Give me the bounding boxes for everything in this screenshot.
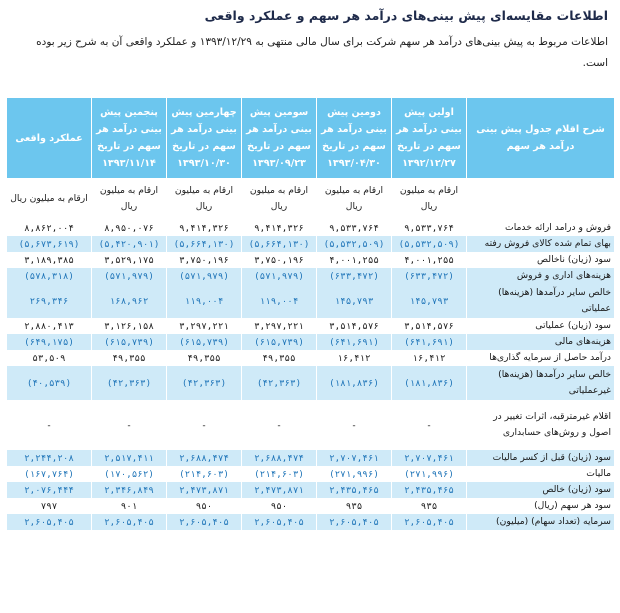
value-cell: ۲,۶۰۵,۴۰۵ <box>167 514 242 530</box>
value-cell: ۱۴۵,۷۹۳ <box>392 284 467 318</box>
value-cell: - <box>167 400 242 450</box>
value-cell: ۹۵۰ <box>242 498 317 514</box>
value-cell: ۹,۵۳۳,۷۶۴ <box>317 220 392 236</box>
value-cell: (۵,۶۶۴,۱۳۰) <box>167 236 242 252</box>
value-cell: (۴۰,۵۳۹) <box>7 366 92 400</box>
table-row <box>7 334 615 350</box>
value-cell: (۱۶۷,۷۶۴) <box>7 466 92 482</box>
value-cell: ۲,۵۱۷,۴۱۱ <box>92 450 167 466</box>
units-row <box>7 178 615 220</box>
value-cell: (۵,۵۳۲,۵۰۹) <box>317 236 392 252</box>
value-cell: (۵,۶۷۳,۶۱۹) <box>7 236 92 252</box>
table-row <box>7 466 615 482</box>
page-title: اطلاعات مقایسه‌ای پیش بینی‌های درآمد هر سهم و عملکرد واقعی <box>204 8 608 23</box>
value-cell: ۲,۴۳۵,۴۶۵ <box>317 482 392 498</box>
units-cell: ارقام به میلیون ریال <box>7 178 92 220</box>
header-forecast-1: اولین پیش بینی درآمد هر سهم در تاریخ ۱۳۹۲/۱۲/۲۷ <box>392 98 467 178</box>
value-cell: (۶۱۵,۷۳۹) <box>167 334 242 350</box>
value-cell: (۱۸۱,۸۳۶) <box>317 366 392 400</box>
row-label: سود هر سهم (ریال) <box>467 498 615 514</box>
value-cell: (۲۱۴,۶۰۳) <box>167 466 242 482</box>
value-cell: ۹,۵۳۳,۷۶۴ <box>392 220 467 236</box>
value-cell: ۵۳,۵۰۹ <box>7 350 92 366</box>
header-label: شرح اقلام جدول پیش بینی درآمد هر سهم <box>467 98 615 178</box>
value-cell: ۳,۱۲۶,۱۵۸ <box>92 318 167 334</box>
value-cell: ۳,۷۵۰,۱۹۶ <box>167 252 242 268</box>
units-cell: ارقام به میلیون ریال <box>92 178 167 220</box>
header-forecast-3: سومین پیش بینی درآمد هر سهم در تاریخ ۱۳۹۳/۰۹/۲۳ <box>242 98 317 178</box>
header-forecast-5: پنجمین پیش بینی درآمد هر سهم در تاریخ ۱۳۹۳/۱۱/۱۴ <box>92 98 167 178</box>
table-row <box>7 350 615 366</box>
value-cell: - <box>392 400 467 450</box>
value-cell: (۵۷۱,۹۷۹) <box>167 268 242 284</box>
header-forecast-4: چهارمین پیش بینی درآمد هر سهم در تاریخ ۱۳۹۳/۱۰/۳۰ <box>167 98 242 178</box>
value-cell: (۶۴۱,۶۹۱) <box>317 334 392 350</box>
value-cell: ۲,۶۰۵,۴۰۵ <box>392 514 467 530</box>
value-cell: ۹۳۵ <box>317 498 392 514</box>
row-label: سود (زیان) خالص <box>467 482 615 498</box>
header-actual: عملکرد واقعی <box>7 98 92 178</box>
value-cell: ۳,۱۸۹,۳۸۵ <box>7 252 92 268</box>
table-row <box>7 400 615 450</box>
value-cell: - <box>317 400 392 450</box>
value-cell: ۴,۰۰۱,۲۵۵ <box>317 252 392 268</box>
value-cell: (۲۷۱,۹۹۶) <box>392 466 467 482</box>
value-cell: (۲۱۴,۶۰۳) <box>242 466 317 482</box>
value-cell: ۲,۶۰۵,۴۰۵ <box>242 514 317 530</box>
value-cell: (۱۷۰,۵۶۲) <box>92 466 167 482</box>
row-label: اقلام غیرمترقبه، اثرات تغییر در اصول و روش‌های حسابداری <box>467 400 615 450</box>
table-row <box>7 482 615 498</box>
value-cell: (۶۳۳,۴۷۲) <box>317 268 392 284</box>
row-label: خالص سایر درآمدها (هزینه‌ها) غیرعملیاتی <box>467 366 615 400</box>
value-cell: ۳,۵۱۴,۵۷۶ <box>392 318 467 334</box>
value-cell: ۲۶۹,۳۴۶ <box>7 284 92 318</box>
value-cell: ۹۵۰ <box>167 498 242 514</box>
header-forecast-2: دومین پیش بینی درآمد هر سهم در تاریخ ۱۳۹۳/۰۴/۳۰ <box>317 98 392 178</box>
value-cell: - <box>92 400 167 450</box>
intro-paragraph: اطلاعات مربوط به پیش بینی‌های درآمد هر سهم شرکت برای سال مالی منتهی به ۱۳۹۳/۱۲/۲۹ و عملکرد واقعی آن به شرح زیر بوده است. <box>36 36 608 69</box>
value-cell: ۲,۳۴۶,۸۴۹ <box>92 482 167 498</box>
value-cell: ۱۶۸,۹۶۲ <box>92 284 167 318</box>
value-cell: ۲,۰۷۶,۴۴۴ <box>7 482 92 498</box>
value-cell: ۲,۴۷۳,۸۷۱ <box>242 482 317 498</box>
value-cell: ۳,۷۵۰,۱۹۶ <box>242 252 317 268</box>
value-cell: ۳,۵۱۴,۵۷۶ <box>317 318 392 334</box>
value-cell: ۹۰۱ <box>92 498 167 514</box>
value-cell: ۴۹,۳۵۵ <box>167 350 242 366</box>
table-row <box>7 268 615 284</box>
value-cell: (۵۷۸,۳۱۸) <box>7 268 92 284</box>
value-cell: ۷۹۷ <box>7 498 92 514</box>
table-row <box>7 252 615 268</box>
value-cell: ۲,۸۸۰,۴۱۳ <box>7 318 92 334</box>
value-cell: ۹۳۵ <box>392 498 467 514</box>
value-cell: - <box>242 400 317 450</box>
row-label: سرمایه (تعداد سهام) (میلیون) <box>467 514 615 530</box>
value-cell: (۶۴۱,۶۹۱) <box>392 334 467 350</box>
value-cell: ۹,۴۱۴,۳۲۶ <box>242 220 317 236</box>
value-cell: - <box>7 400 92 450</box>
row-label: بهای تمام شده کالای فروش رفته <box>467 236 615 252</box>
header-row <box>7 98 615 178</box>
units-cell: ارقام به میلیون ریال <box>242 178 317 220</box>
row-label: سود (زیان) عملیاتی <box>467 318 615 334</box>
table-row <box>7 318 615 334</box>
value-cell: ۲,۶۰۵,۴۰۵ <box>317 514 392 530</box>
value-cell: ۲,۴۷۳,۸۷۱ <box>167 482 242 498</box>
units-cell: ارقام به میلیون ریال <box>392 178 467 220</box>
value-cell: (۵۷۱,۹۷۹) <box>242 268 317 284</box>
value-cell: ۲,۴۳۵,۴۶۵ <box>392 482 467 498</box>
table-row <box>7 450 615 466</box>
row-label: مالیات <box>467 466 615 482</box>
value-cell: ۱۴۵,۷۹۳ <box>317 284 392 318</box>
value-cell: ۴۹,۳۵۵ <box>92 350 167 366</box>
table-row <box>7 284 615 318</box>
value-cell: (۶۱۵,۷۳۹) <box>242 334 317 350</box>
value-cell: (۵,۵۳۲,۵۰۹) <box>392 236 467 252</box>
row-label: سود (زیان) ناخالص <box>467 252 615 268</box>
value-cell: (۶۴۹,۱۷۵) <box>7 334 92 350</box>
value-cell: ۴,۰۰۱,۲۵۵ <box>392 252 467 268</box>
units-cell: ارقام به میلیون ریال <box>167 178 242 220</box>
row-label: سود (زیان) قبل از کسر مالیات <box>467 450 615 466</box>
table-row <box>7 236 615 252</box>
row-label: هزینه‌های اداری و فروش <box>467 268 615 284</box>
table-row <box>7 498 615 514</box>
value-cell: ۲,۶۸۸,۴۷۴ <box>167 450 242 466</box>
value-cell: ۱۶,۴۱۲ <box>392 350 467 366</box>
table-row <box>7 366 615 400</box>
value-cell: ۸,۹۵۰,۰۷۶ <box>92 220 167 236</box>
value-cell: ۱۶,۴۱۲ <box>317 350 392 366</box>
row-label: خالص سایر درآمدها (هزینه‌ها) عملیاتی <box>467 284 615 318</box>
value-cell: (۶۱۵,۷۳۹) <box>92 334 167 350</box>
value-cell: ۲,۶۰۵,۴۰۵ <box>7 514 92 530</box>
value-cell: ۲,۷۰۷,۴۶۱ <box>317 450 392 466</box>
eps-comparison-table <box>6 98 615 530</box>
value-cell: ۲,۶۸۸,۴۷۴ <box>242 450 317 466</box>
value-cell: ۳,۵۲۹,۱۷۵ <box>92 252 167 268</box>
value-cell: (۵,۶۶۴,۱۳۰) <box>242 236 317 252</box>
row-label: درآمد حاصل از سرمایه گذاری‌ها <box>467 350 615 366</box>
value-cell: ۱۱۹,۰۰۴ <box>242 284 317 318</box>
value-cell: ۸,۸۶۲,۰۰۴ <box>7 220 92 236</box>
row-label: هزینه‌های مالی <box>467 334 615 350</box>
value-cell: ۳,۲۹۷,۲۲۱ <box>242 318 317 334</box>
value-cell: (۲۷۱,۹۹۶) <box>317 466 392 482</box>
value-cell: ۳,۲۹۷,۲۲۱ <box>167 318 242 334</box>
table-row <box>7 514 615 530</box>
value-cell: (۵۷۱,۹۷۹) <box>92 268 167 284</box>
value-cell: (۴۲,۳۶۳) <box>242 366 317 400</box>
value-cell: ۲,۲۴۴,۲۰۸ <box>7 450 92 466</box>
value-cell: (۶۳۳,۴۷۲) <box>392 268 467 284</box>
value-cell: (۴۲,۳۶۳) <box>92 366 167 400</box>
value-cell: ۱۱۹,۰۰۴ <box>167 284 242 318</box>
value-cell: ۲,۶۰۵,۴۰۵ <box>92 514 167 530</box>
value-cell: (۴۲,۳۶۳) <box>167 366 242 400</box>
value-cell: ۴۹,۳۵۵ <box>242 350 317 366</box>
value-cell: ۲,۷۰۷,۴۶۱ <box>392 450 467 466</box>
row-label: فروش و درامد ارائه خدمات <box>467 220 615 236</box>
value-cell: (۱۸۱,۸۳۶) <box>392 366 467 400</box>
value-cell: ۹,۴۱۴,۳۲۶ <box>167 220 242 236</box>
value-cell: (۵,۴۲۰,۹۰۱) <box>92 236 167 252</box>
units-empty <box>467 178 615 220</box>
table-row <box>7 220 615 236</box>
units-cell: ارقام به میلیون ریال <box>317 178 392 220</box>
